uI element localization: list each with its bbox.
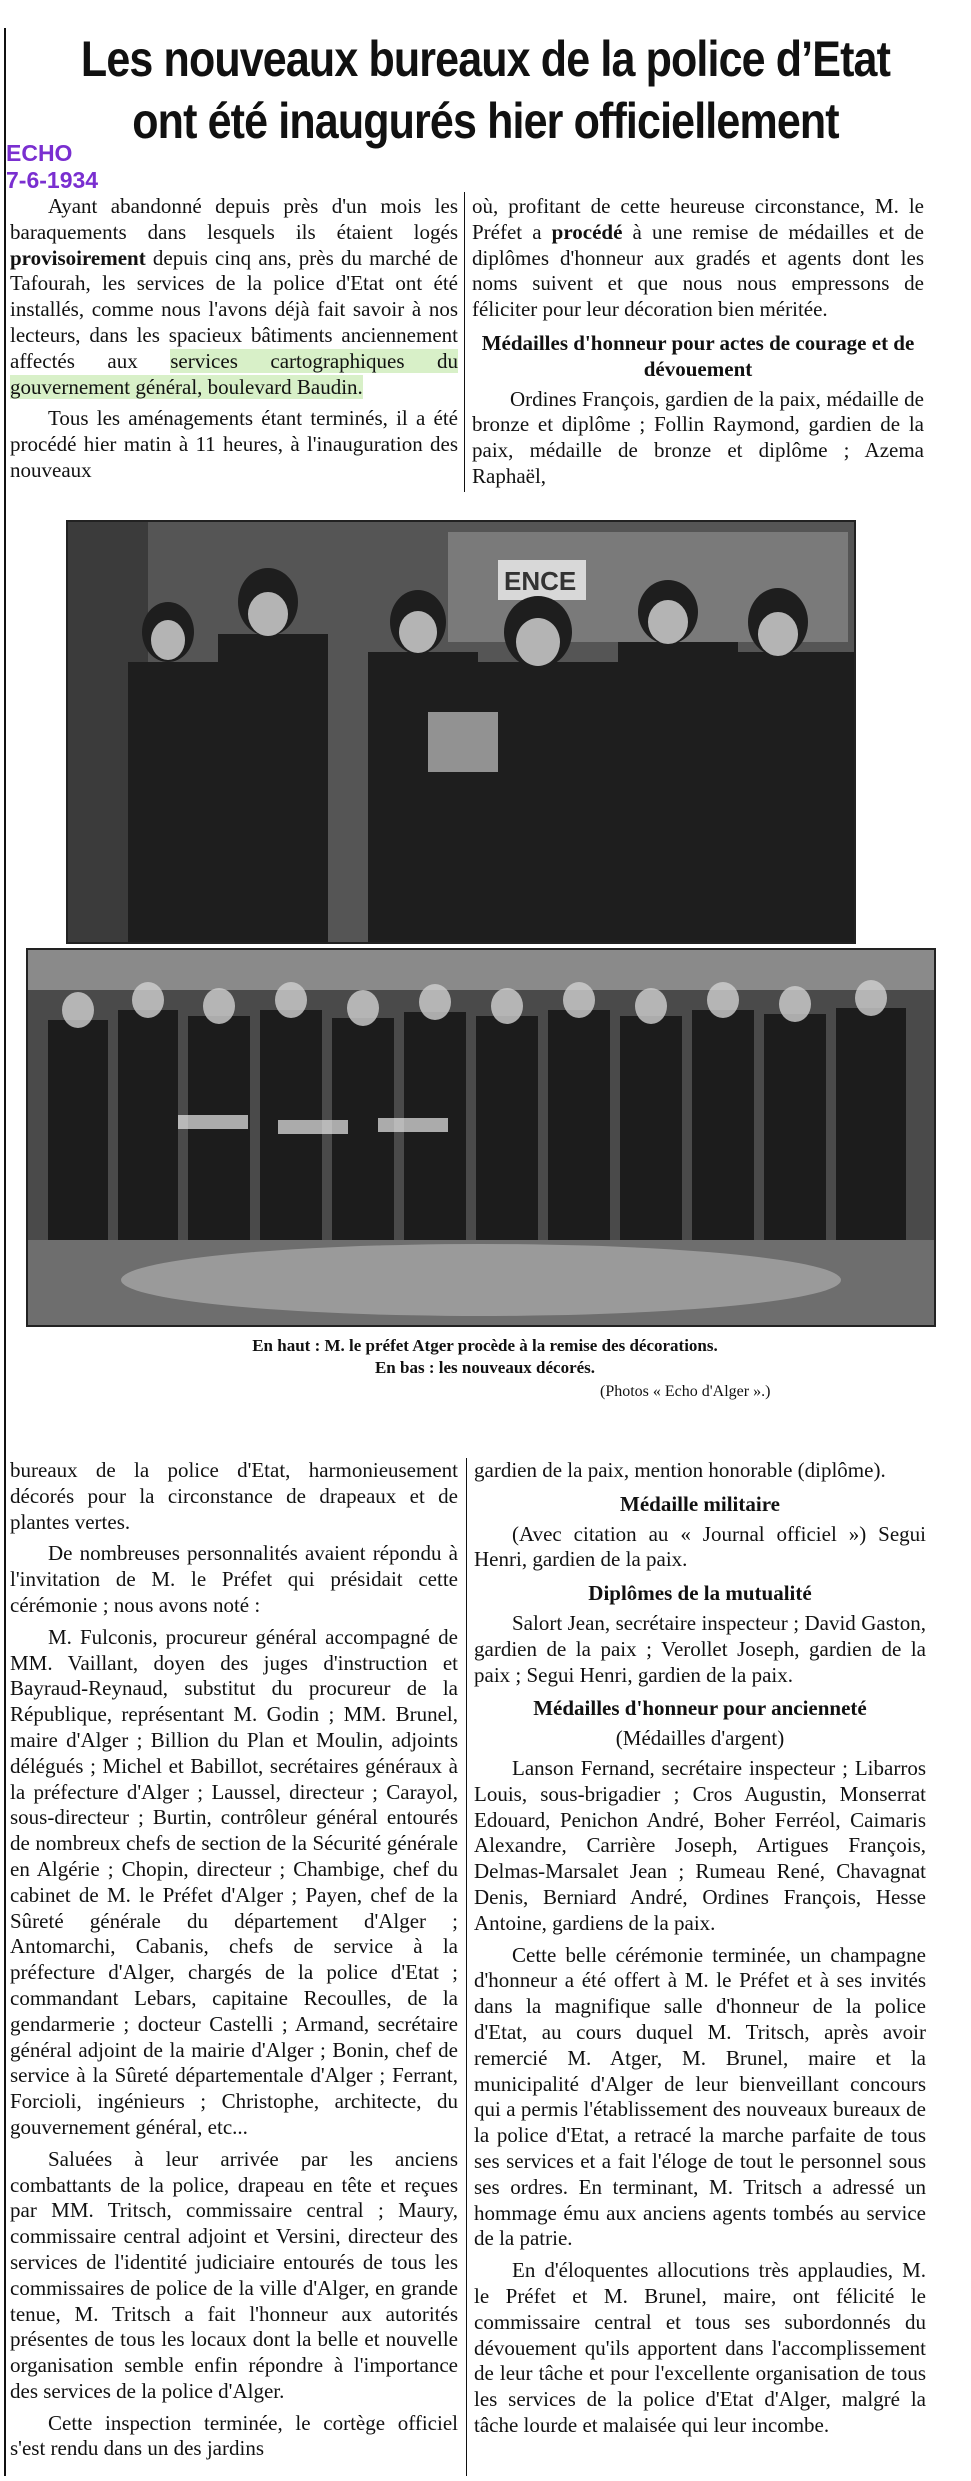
headline-line-1: Les nouveaux bureaux de la police d’Etat	[80, 31, 891, 87]
left-border-rule	[4, 28, 6, 2476]
paragraph: Cette inspection terminée, le cortège officiel s'est rendu dans un des jardins	[10, 2410, 458, 2461]
paragraph: Ordines François, gardien de la paix, médaille de bronze et diplôme ; Follin Raymond, gardien de la paix, médaille de bronze et diplôme ; Azema Raphaël,	[472, 386, 924, 488]
headline-line-2: ont été inaugurés hier officiellement	[132, 93, 839, 149]
caption-line-2: En bas : les nouveaux décorés.	[374, 1358, 596, 1377]
paragraph: M. Fulconis, procureur général accompagné de MM. Vaillant, doyen des juges d'instruction et Bayraud-Reynaud, substitut du procureur de la République, représentant M. Godin ; MM. Brunel, maire d'Alger ; Billion du Plan et Moulin, adjoints délégués ; Michel et Babillot, secrétaires généraux à la préfecture d'Alger ; Laussel, directeur ; Carayol, sous-directeur ; Burtin, contrôleur général entourés de nombreux chefs de section de la Sécurité générale en Algérie ; Chopin, directeur ; Chambige, chef du cabinet de M. le Préfet d'Alger ; Payen, chef de la Sûreté générale du département d'Alger ; Antomarchi, Cabanis, chefs de service à la préfecture d'Alger, chargés de la police d'Etat ; commandant Lebars, capitaine Recoulles, de la gendarmerie ; docteur Castelli ; Armand, secrétaire général adjoint de la mairie d'Alger ; Bonin, chef de service à la Sûreté départementale d'Alger ; Ferrant, Forcioli, ingénieurs ; Christophe, architecte, du gouvernement général, etc...	[10, 1624, 458, 2139]
top-right-column	[472, 194, 924, 496]
top-column-divider	[464, 192, 465, 492]
photo-decorated-agents	[26, 948, 936, 1327]
paragraph: (Avec citation au « Journal officiel ») Segui Henri, gardien de la paix.	[474, 1521, 926, 1572]
top-left-column	[10, 194, 458, 490]
section-heading: Diplômes de la mutualité	[588, 1581, 812, 1606]
stamp-paper-name: ECHO	[6, 140, 73, 166]
paragraph: où, profitant de cette heureuse circonstance, M. le Préfet a procédé à une remise de médailles et de diplômes d'honneur aux gradés et agents dont les noms suivent et que nous nous empressons de féliciter pour leur décoration bien méritée.	[472, 194, 925, 322]
bottom-left-column	[10, 1458, 458, 2468]
paragraph: En d'éloquentes allocutions très applaudies, M. le Préfet et M. Brunel, maire, ont félicité le commissaire central et tous ses subordonnés du dévouement qu'ils apportent dans l'accomplissement de leur tâche et pour l'excellente organisation de tous les services de la police d'Etat d'Alger, malgré la tâche lourde et malaisée qui leur incombe.	[474, 2258, 926, 2437]
photo-bottom-scene	[28, 950, 934, 1325]
photo-prefect-decorating	[66, 520, 856, 944]
bottom-column-divider	[466, 1458, 467, 2476]
section-heading: Médaille militaire	[620, 1491, 780, 1516]
photo-sign-text: ENCE	[504, 566, 577, 596]
caption-line-1: En haut : M. le préfet Atger procède à la remise des décorations.	[252, 1336, 718, 1355]
article-headline	[77, 28, 895, 152]
paragraph: Ayant abandonné depuis près d'un mois les baraquements dans lesquels ils étaient logés provisoirement depuis cinq ans, près du marché de Tafourah, les services de la police d'Etat ont été installés, comme nous l'avons déjà fait savoir à nos lecteurs, dans les spacieux bâtiments anciennement affectés aux services cartographiques du gouvernement général, boulevard Baudin.	[10, 194, 458, 399]
photo-caption	[60, 1335, 910, 1379]
photo-credit: (Photos « Echo d'Alger ».)	[600, 1383, 771, 1400]
photo-top-scene	[68, 522, 854, 942]
newspaper-date-stamp	[6, 140, 98, 194]
section-heading: Médailles d'honneur pour ancienneté	[533, 1696, 867, 1721]
paragraph: Saluées à leur arrivée par les anciens combattants de la police, drapeau en tête et reçues par MM. Tritsch, commissaire central ; Maury, commissaire central adjoint et Versini, directeur des services de l'identité judiciaire entourés de tous les commissaires de police de la ville d'Alger, en grande tenue, M. Tritsch a fait l'honneur aux autorités présentes de tous les locaux dont la belle et nouvelle organisation semble enfin répondre à l'importance des services de la police d'Alger.	[10, 2146, 458, 2403]
paragraph: Lanson Fernand, secrétaire inspecteur ; Libarros Louis, sous-brigadier ; Cros Augustin, Monserrat Edouard, Penichon André, Boher Ferréol, Caimaris Alexandre, Carrière Joseph, Artigues François, Delmas-Marsalet Jean ; Rumeau René, Chavagnat Denis, Berniard André, Ordines François, Hesse Antoine, gardiens de la paix.	[474, 1755, 926, 1935]
paragraph: De nombreuses personnalités avaient répondu à l'invitation de M. le Préfet qui présidait cette cérémonie ; nous avons noté :	[10, 1541, 458, 1617]
paragraph: bureaux de la police d'Etat, harmonieusement décorés pour la circonstance de drapeaux et de plantes vertes.	[10, 1458, 458, 1534]
paragraph: Tous les aménagements étant terminés, il a été procédé hier matin à 11 heures, à l'inauguration des nouveaux	[10, 406, 458, 482]
stamp-date: 7-6-1934	[6, 167, 99, 193]
section-subheading: (Médailles d'argent)	[615, 1726, 785, 1751]
highlighted-text: services cartographiques du gouvernement général, boulevard Baudin.	[10, 348, 458, 399]
section-heading: Médailles d'honneur pour actes de courage et de dévouement	[481, 330, 915, 381]
paragraph: Salort Jean, secrétaire inspecteur ; David Gaston, gardien de la paix ; Verollet Joseph, gardien de la paix ; Segui Henri, gardien de la paix.	[474, 1610, 926, 1687]
paragraph: gardien de la paix, mention honorable (diplôme).	[474, 1458, 886, 1482]
paragraph: Cette belle cérémonie terminée, un champagne d'honneur a été offert à M. le Préfet et à ses invités dans la magnifique salle d'honneur de la police d'Etat, au cours duquel M. Tritsch, après avoir remercié M. Atger, M. Brunel, maire et la municipalité d'Alger de leur bienveillant concours qui a permis l'établissement des nouveaux bureaux de la police d'Etat, a retracé la marche parfaite de tous ses services et a fait l'éloge de tout le personnel sous ses ordres. En terminant, M. Tritsch a adressé un hommage ému aux anciens agents tombés au service de la patrie.	[474, 1942, 926, 2251]
bottom-right-column	[474, 1458, 926, 2445]
